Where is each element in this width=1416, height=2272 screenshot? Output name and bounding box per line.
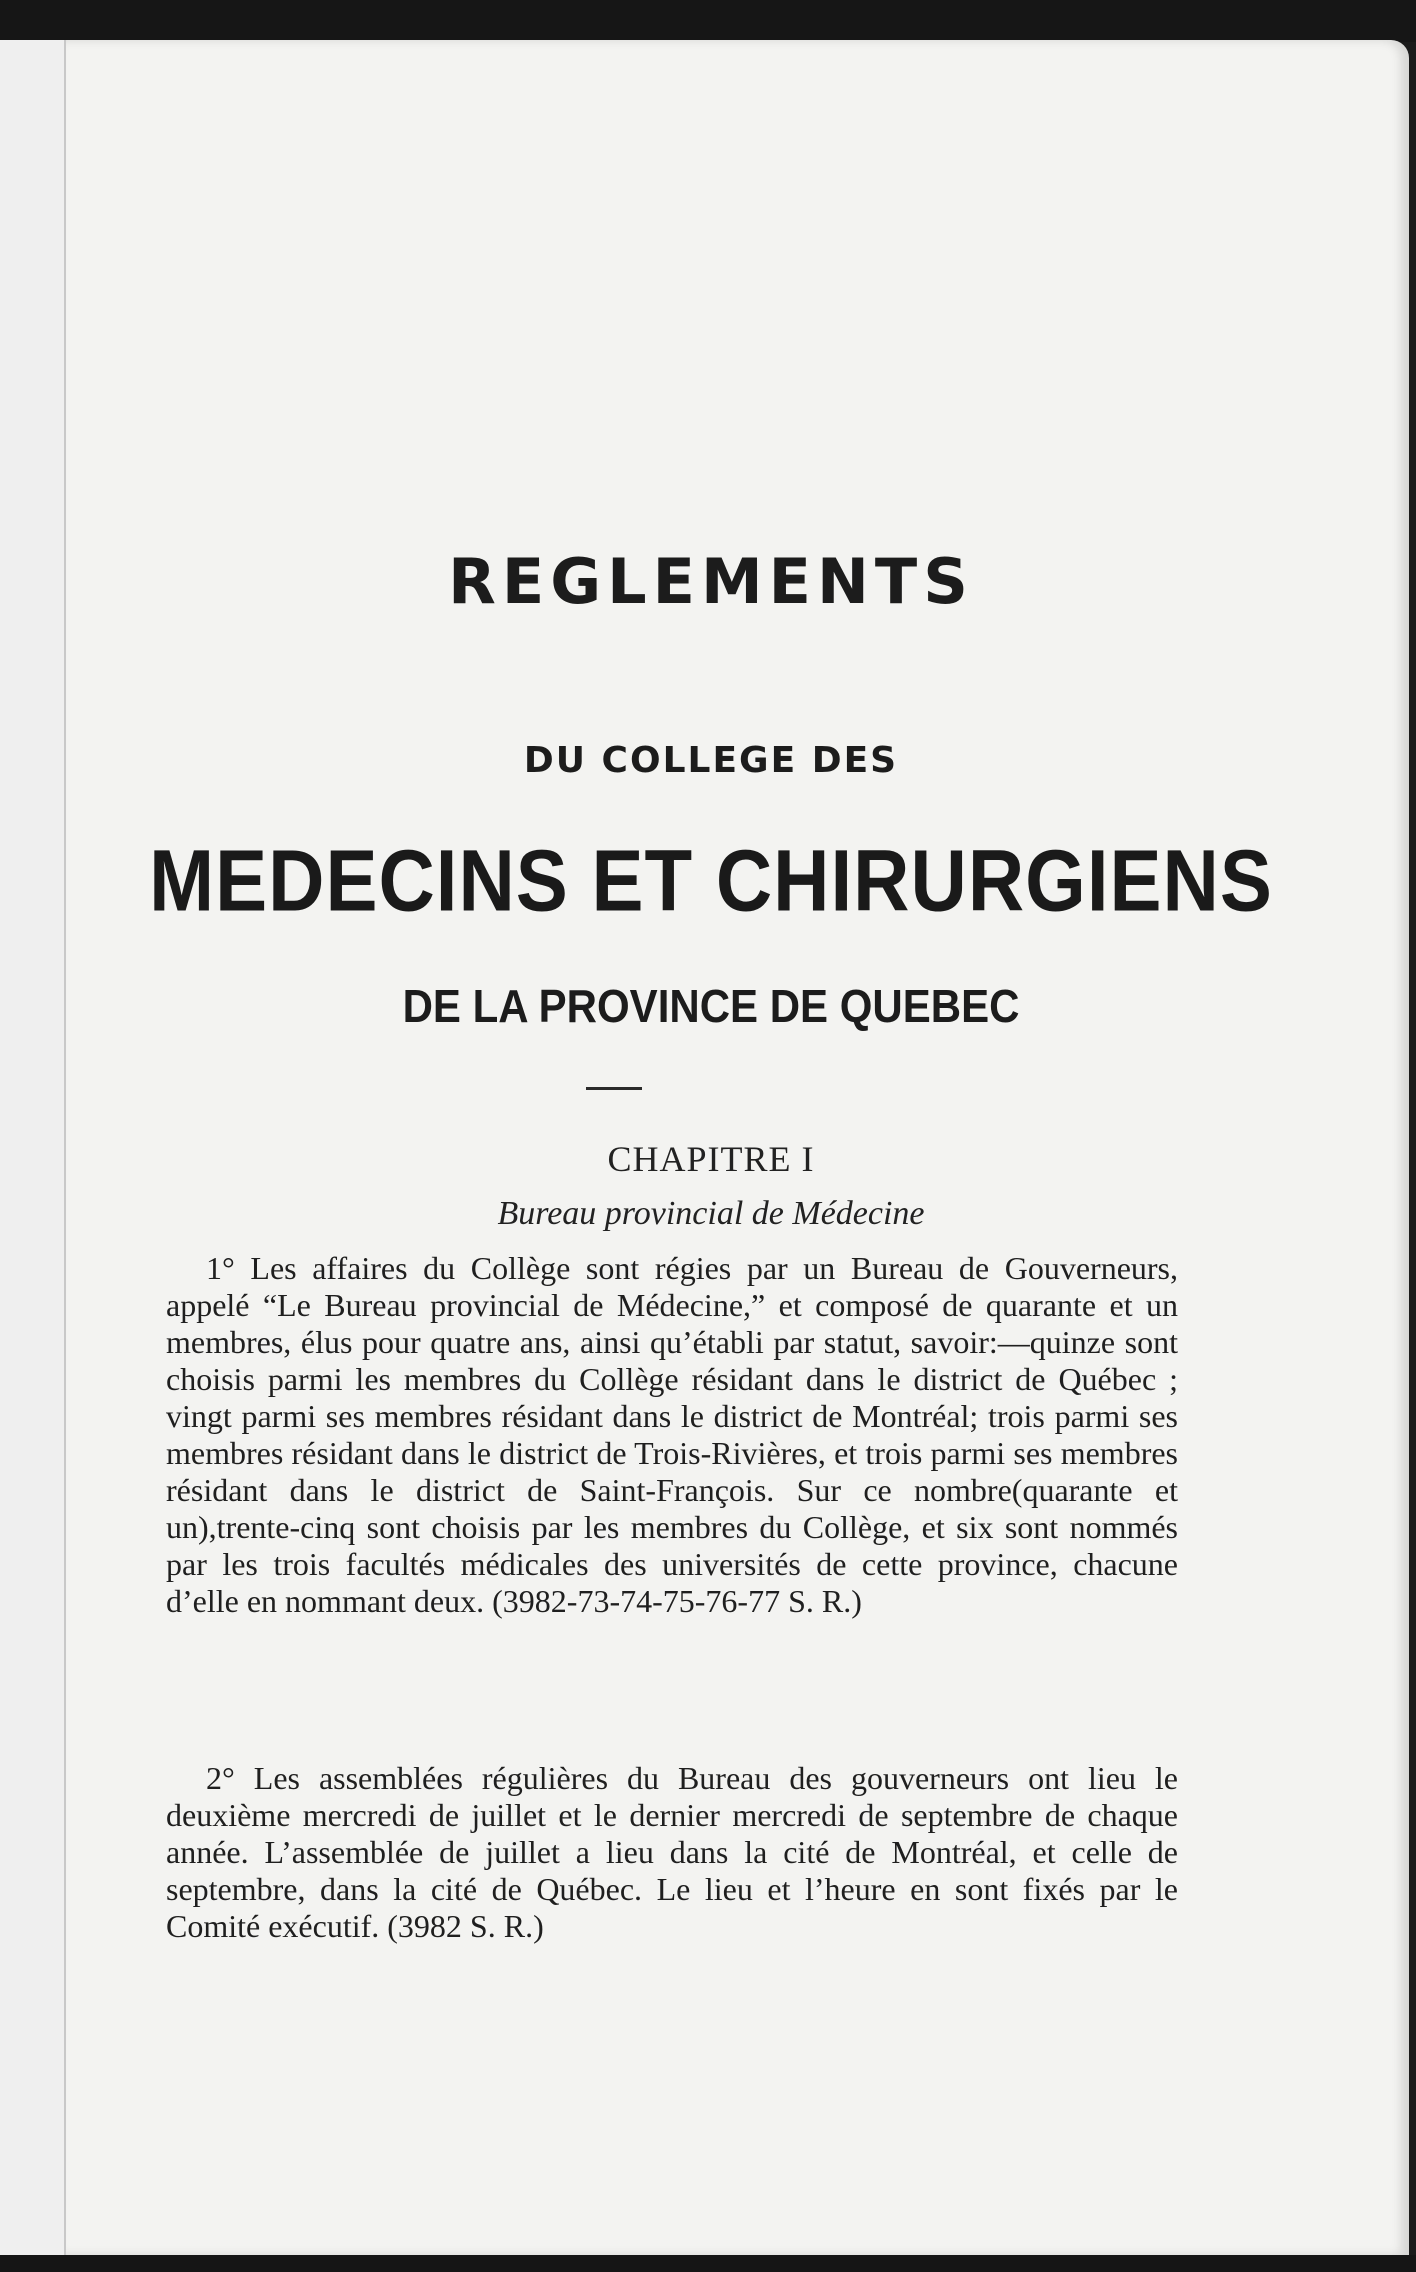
subtitle-line-1: DU COLLEGE DES	[523, 740, 899, 781]
document-title: REGLEMENTS	[448, 545, 974, 618]
scan-bottom-border	[0, 2255, 1416, 2272]
paragraph-2: 2° Les assemblées régulières du Bureau des gouverneurs ont lieu le deuxième mercredi de juillet et le dernier mercredi de septembre de chaque année. L’assemblée de juillet a lieu dans la cité de Montréal, et celle de septembre, dans la cité de Québec. Le lieu et l’heure en sont fixés par le Comité exécutif. (3982 S. R.)	[166, 1760, 1178, 1944]
book-page	[66, 40, 1409, 2255]
chapter-heading: CHAPITRE I	[607, 1139, 815, 1179]
left-page-edge	[0, 40, 66, 2255]
subtitle-line-3: DE LA PROVINCE DE QUEBEC	[402, 980, 1020, 1032]
scan-top-border	[0, 0, 1416, 42]
page-content	[66, 40, 1409, 2255]
subtitle-line-2: MEDECINS ET CHIRURGIENS	[149, 831, 1273, 930]
chapter-subtitle: Bureau provincial de Médecine	[497, 1195, 925, 1232]
divider-rule	[586, 1087, 642, 1090]
paragraph-1: 1° Les affaires du Collège sont régies par un Bureau de Gouverneurs, appelé “Le Bureau provincial de Médecine,” et composé de quarante et un membres, élus pour quatre ans, ainsi qu’établi par statut, savoir:—quinze sont choisis parmi les membres du Collège résidant dans le district de Québec ; vingt parmi ses membres résidant dans le district de Montréal; trois parmi ses membres résidant dans le district de Trois-Rivières, et trois parmi ses membres résidant dans le district de Saint-François. Sur ce nombre(quarante et un),trente-cinq sont choisis par les membres du Collège, et six sont nommés par les trois facultés médicales des universités de cette province, chacune d’elle en nommant deux. (3982-73-74-75-76-77 S. R.)	[166, 1250, 1178, 1619]
